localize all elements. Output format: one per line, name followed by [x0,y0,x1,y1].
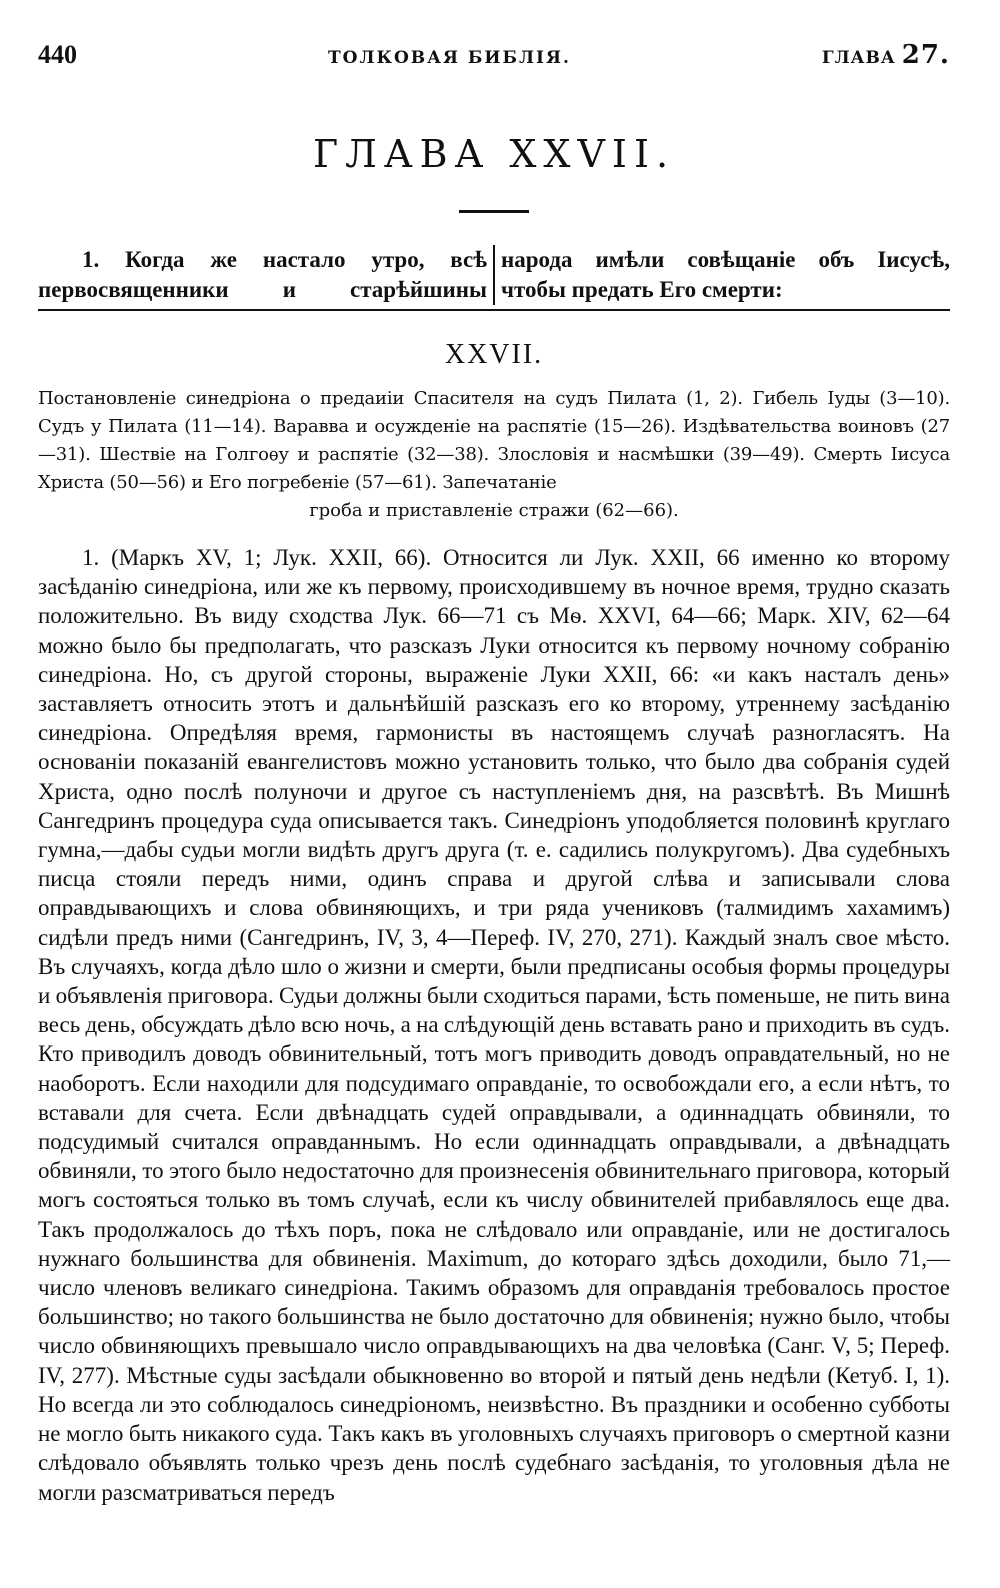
running-header [38,40,950,80]
section-summary-last-line: гроба и приставленіе стражи (62—66). [309,500,679,521]
commentary-paragraph: 1. (Маркъ XV, 1; Лук. XXII, 66). Относится ли Лук. XXII, 66 именно ко второму засѣданію синедріона, или же къ первому, происходившему въ ночное время, трудно сказать положительно. Въ виду сходства Лук. 66—71 съ Мѳ. XXVI, 64—66; Марк. XIV, 62—64 можно было бы предполагать, что разсказъ Луки относится къ первому ночному собранію синедріона. Но, съ другой стороны, выраженіе Луки XXII, 66: «и какъ насталъ день» заставляетъ относить этотъ и дальнѣйшій разсказъ его ко второму, утреннему засѣданію синедріона. Опредѣляя время, гармонисты въ настоящемъ случаѣ разногласятъ. На основаніи показаній евангелистовъ можно установить только, что было два собранія судей Христа, одно послѣ полуночи и другое съ наступленіемъ дня, на разсвѣтѣ. Въ Мишнѣ Сангедринъ процедура суда описывается такъ. Синедріонъ уподобляется половинѣ круглаго гумна,—дабы судьи могли видѣть другъ друга (т. е. садились полукругомъ). Два судебныхъ писца стояли передъ ними, одинъ справа и другой слѣва и записывали слова оправдывающихъ и слова обвиняющихъ, и три ряда учениковъ (талмидимъ хахамимъ) сидѣли предъ ними (Сангедринъ, IV, 3, 4—Переф. IV, 270, 271). Каждый зналъ свое мѣсто. Въ случаяхъ, когда дѣло шло о жизни и смерти, были предписаны особыя формы процедуры и объявленія приговора. Судьи должны были сходиться парами, ѣсть поменьше, не пить вина весь день, обсуждать дѣло всю ночь, а на слѣдующій день вставать рано и приходить въ судъ. Кто приводилъ доводъ обвинительный, тотъ могъ приводить доводъ оправдательный, но не наоборотъ. Если находили для подсудимаго оправданіе, то освобождали его, а если нѣтъ, то вставали для счета. Если двѣнадцать судей оправдывали, а одиннадцать обвиняли, то подсудимый считался оправданнымъ. Но если одиннадцать оправдывали, а двѣнадцать обвиняли, то этого было недостаточно для произнесенія обвинительнаго приговора, который могъ состояться только въ томъ случаѣ, если къ числу обвинителей прибавлялось еще два. Такъ продолжалось до тѣхъ поръ, пока не слѣдовало или оправданіе, или не достигалось нужнаго большинства для обвиненія. Maximum, до котораго здѣсь доходили, было 71,—число членовъ великаго синедріона. Такимъ образомъ для оправданія требовалось простое большинство; но такого большинства не было достаточно для обвиненія; нужно было, чтобы число обвиняющихъ превышало число оправдывающихъ на два человѣка (Санг. V, 5; Переф. IV, 277). Мѣстные суды засѣдали обыкновенно во второй и пятый день недѣли (Кетуб. I, 1). Но всегда ли это соблюдалось синедріономъ, неизвѣстно. Въ праздники и особенно субботы не могло быть никакого суда. Такъ какъ въ уголовныхъ случаяхъ приговоръ о смертной казни слѣдовало объявлять только чрезъ день послѣ судебнаго засѣданія, то уголовныя дѣла не могли разсматриваться передъ [38,545,950,1505]
running-chapter [822,40,950,70]
chapter-title: ГЛАВА XXVII. [312,132,676,176]
title-rule [459,210,529,213]
running-chapter-number: 27. [901,40,950,70]
verse-right-column: народа имѣли совѣщаніе объ Іисусѣ, чтобы предать Его смерти: [501,247,950,302]
section-number: XXVII. [444,339,544,370]
verse-block [38,245,950,311]
document-page [38,40,950,1507]
verse-left-column: 1. Когда же настало утро, всѣ первосвященники и старѣйшины [38,245,495,305]
section-summary: Постановленіе синедріона о предаиіи Спасителя на судъ Пилата (1, 2). Гибель Іуды (3—10). Судъ у Пилата (11—14). Варавва и осужденіе на распятіе (15—26). Издѣвательства воиновъ (27—31). Шествіе на Голгоѳу и распятіе (32—38). Злословія и насмѣшки (39—49). Смерть Іисуса Христа (50—56) и Его погребеніе (57—61). Запечатаніе [38,388,950,493]
book-title: ТОЛКОВАЯ БИБЛІЯ. [328,48,571,68]
page-number: 440 [38,40,77,69]
running-chapter-label: ГЛАВА [821,48,896,68]
